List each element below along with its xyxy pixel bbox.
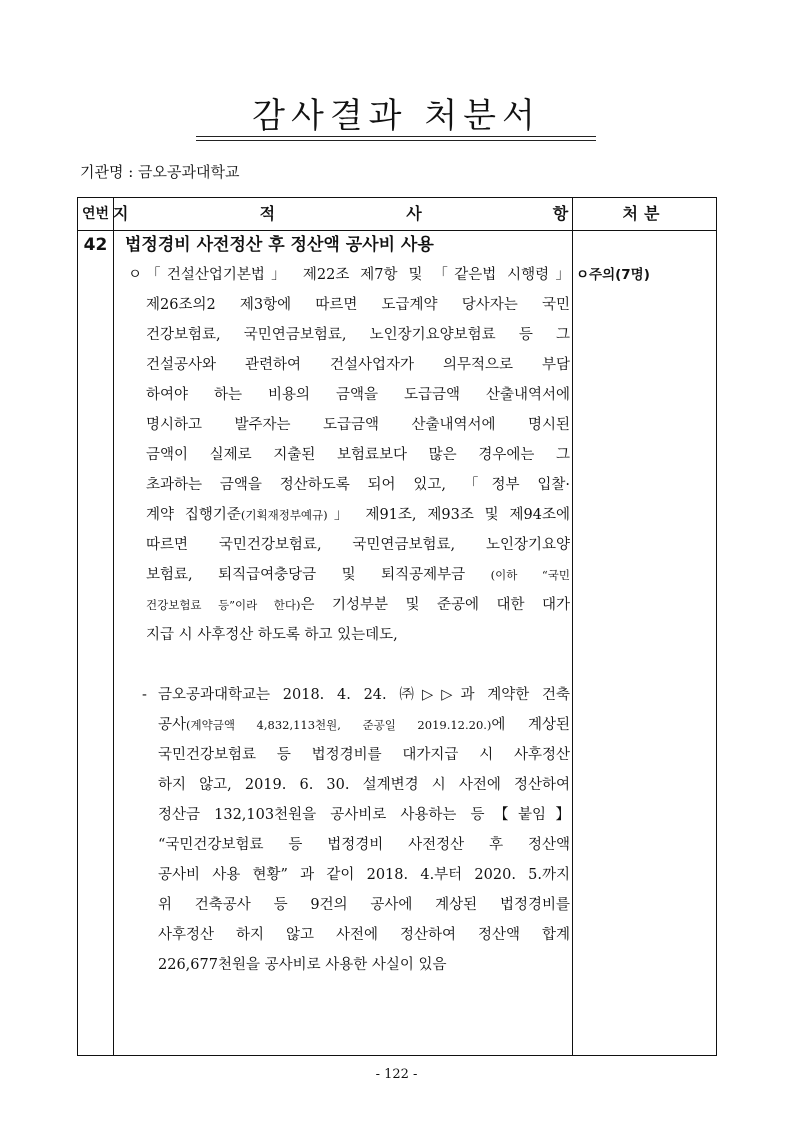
para1-line: 지급 시 사후정산 하도록 하고 있는데도, [146, 627, 398, 643]
para2-line: 정산금 132,103천원을 공사비로 사용하는 등【붙임】 [158, 807, 570, 823]
para1-line: 제26조의2 제3항에 따르면 도급계약 당사자는 국민 [146, 297, 570, 313]
item-heading: 법정경비 사전정산 후 정산액 공사비 사용 [125, 235, 434, 255]
header-no: 연번 [81, 206, 110, 222]
para1-line-9 [146, 500, 570, 530]
page-number: - 122 - [375, 1067, 418, 1082]
audit-table [77, 197, 717, 1056]
para2-line-2 [158, 710, 570, 740]
paragraph-2 [158, 680, 570, 980]
header-matter: 지 적 사 항 [113, 204, 609, 223]
paragraph-1-marker: ㅇ [128, 267, 143, 283]
text-run: 보험료, 퇴직급여충당금 및 퇴직공제부금 [146, 567, 466, 583]
para2-line: 226,677천원을 공사비로 사용한 사실이 있음 [158, 957, 447, 973]
text-run-small: (이하 “국민 [490, 568, 570, 582]
para1-line-11 [146, 560, 570, 590]
text-run: 은 기성부분 및 준공에 대한 대가 [300, 597, 571, 613]
text-run-small: (계약금액 4,832,113천원, 준공일 2019.12.20.) [186, 718, 492, 732]
paragraph-1 [146, 260, 570, 650]
disposition-text: ㅇ주의(7명) [576, 267, 650, 283]
text-run: 에 계상된 [491, 717, 570, 733]
header-disposition: 처분 [622, 204, 666, 223]
title-underline [196, 136, 596, 137]
para1-line: 명시하고 발주자는 도급금액 산출내역서에 명시된 [146, 417, 570, 433]
item-number: 42 [83, 235, 108, 255]
para1-line: 「건설산업기본법」 제22조 제7항 및 「같은법 시행령」 [146, 267, 570, 283]
column-divider-1 [113, 198, 114, 1055]
text-run-small: (기획재정부예규) [240, 508, 328, 522]
para2-line: “국민건강보험료 등 법정경비 사전정산 후 정산액 [158, 837, 570, 853]
para2-line: 공사비 사용 현황” 과 같이 2018. 4.부터 2020. 5.까지 [158, 867, 570, 883]
para1-line: 건설공사와 관련하여 건설사업자가 의무적으로 부담 [146, 357, 570, 373]
para1-line: 건강보험료, 국민연금보험료, 노인장기요양보험료 등 그 [146, 327, 570, 343]
para1-line: 금액이 실제로 지출된 보험료보다 많은 경우에는 그 [146, 447, 570, 463]
document-title: 감사결과 처분서 [252, 96, 541, 136]
column-divider-2 [572, 198, 573, 1055]
text-run: 」 제91조, 제93조 및 제94조에 [327, 507, 570, 523]
para2-line: 하지 않고, 2019. 6. 30. 설계변경 시 사전에 정산하여 [158, 777, 570, 793]
para1-line: 하여야 하는 비용의 금액을 도급금액 산출내역서에 [146, 387, 570, 403]
para1-line: 초과하는 금액을 정산하도록 되어 있고, 「정부 입찰· [146, 477, 570, 493]
para1-line: 따르면 국민건강보험료, 국민연금보험료, 노인장기요양 [146, 537, 570, 553]
text-run: 공사 [158, 717, 187, 733]
para2-line: 금오공과대학교는 2018. 4. 24. ㈜▷▷과 계약한 건축 [158, 687, 570, 703]
para2-line: 위 건축공사 등 9건의 공사에 계상된 법정경비를 [158, 897, 570, 913]
para1-line-12 [146, 590, 570, 620]
institution-name: 기관명 : 금오공과대학교 [80, 163, 240, 181]
text-run: 계약 집행기준 [146, 507, 241, 523]
para2-line: 국민건강보험료 등 법정경비를 대가지급 시 사후정산 [158, 747, 570, 763]
paragraph-2-marker: - [142, 687, 147, 703]
title-underline-thin [196, 140, 596, 141]
text-run-small: 건강보험료 등”이라 한다) [146, 598, 301, 612]
para2-line: 사후정산 하지 않고 사전에 정산하여 정산액 합계 [158, 927, 570, 943]
